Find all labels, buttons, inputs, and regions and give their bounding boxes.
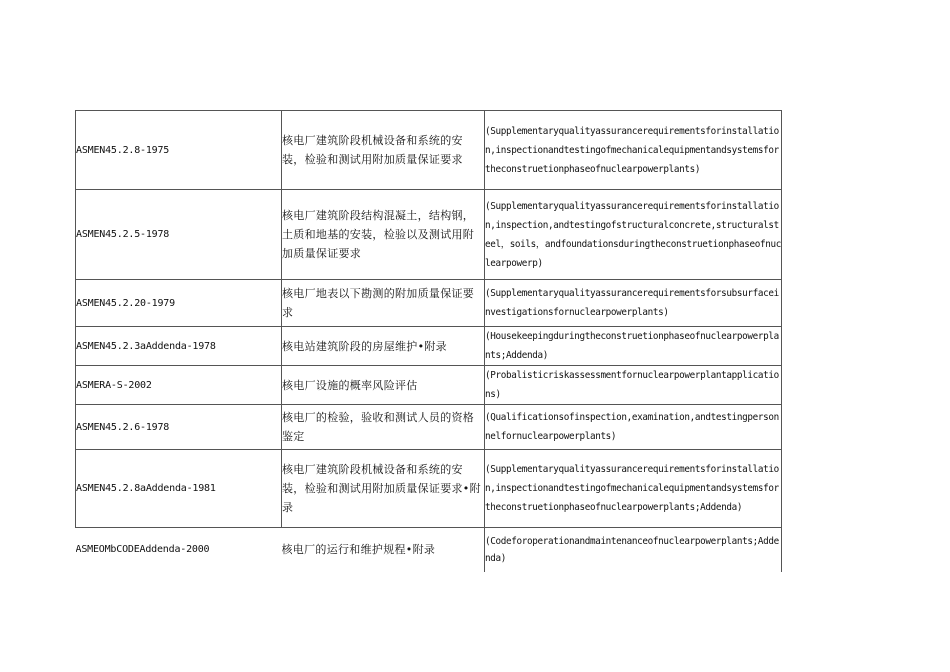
table-row [76,450,782,528]
standard-code: ASMEN45.2.5-1978 [76,190,282,280]
standard-code: ASMEN45.2.8-1975 [76,111,282,190]
table-row [76,366,782,405]
english-title: (Supplementaryqualityassurancerequirementsforsubsurfaceinvestigationsfornuclearpowerplants) [485,280,782,327]
english-title: (Qualificationsofinspection,examination,andtestingpersonnelfornuclearpowerplants) [485,405,782,450]
standard-code: ASMEN45.2.8aAddenda-1981 [76,450,282,528]
chinese-title: 核电站建筑阶段的房屋维护•附录 [282,327,485,366]
english-title: (Housekeepingduringtheconstruetionphaseofnuclearpowerplants;Addenda) [485,327,782,366]
english-title: (Codeforoperationandmaintenanceofnuclearpowerplants;Addenda) [485,528,782,572]
table-row [76,528,782,572]
table-row [76,190,782,280]
table-row [76,280,782,327]
standards-table [75,110,782,572]
english-title: (Supplementaryqualityassurancerequirementsforinstallation,inspectionandtestingofmechanicalequipmentandsystemsfortheconstruetionphaseofnuclearpowerplants;Addenda) [485,450,782,528]
english-title: (Supplementaryqualityassurancerequirementsforinstallation,inspection,andtestingofstructuralconcrete,structuralsteel，soils，andfoundationsduringtheconstruetionphaseofnuclearpowerp) [485,190,782,280]
chinese-title: 核电厂的检验，验收和测试人员的资格鉴定 [282,405,485,450]
standard-code: ASMEOMbCODEAddenda-2000 [75,544,210,556]
table-row [76,405,782,450]
chinese-title: 核电厂设施的概率风险评估 [282,366,485,405]
standard-code: ASMEN45.2.3aAddenda-1978 [76,327,282,366]
english-title: (Supplementaryqualityassurancerequirementsforinstallation,inspectionandtestingofmechanicalequipmentandsystemsfortheconstruetionphaseofnuclearpowerplants) [485,111,782,190]
standard-code: ASMEN45.2.6-1978 [76,405,282,450]
chinese-title: 核电厂建筑阶段结构混凝土，结构钢，土质和地基的安装，检验以及测试用附加质量保证要求 [282,190,485,280]
english-title: (Probalisticriskassessmentfornuclearpowerplantapplications) [485,366,782,405]
chinese-title: 核电厂建筑阶段机械设备和系统的安装，检验和测试用附加质量保证要求 [282,111,485,190]
standard-code: ASMERA-S-2002 [76,366,282,405]
chinese-title: 核电厂地表以下勘测的附加质量保证要求 [282,280,485,327]
table-row [76,327,782,366]
standard-code: ASMEN45.2.20-1979 [76,280,282,327]
chinese-title: 核电厂的运行和维护规程•附录 [281,543,436,557]
table-row [76,111,782,190]
chinese-title: 核电厂建筑阶段机械设备和系统的安装，检验和测试用附加质量保证要求•附录 [282,450,485,528]
